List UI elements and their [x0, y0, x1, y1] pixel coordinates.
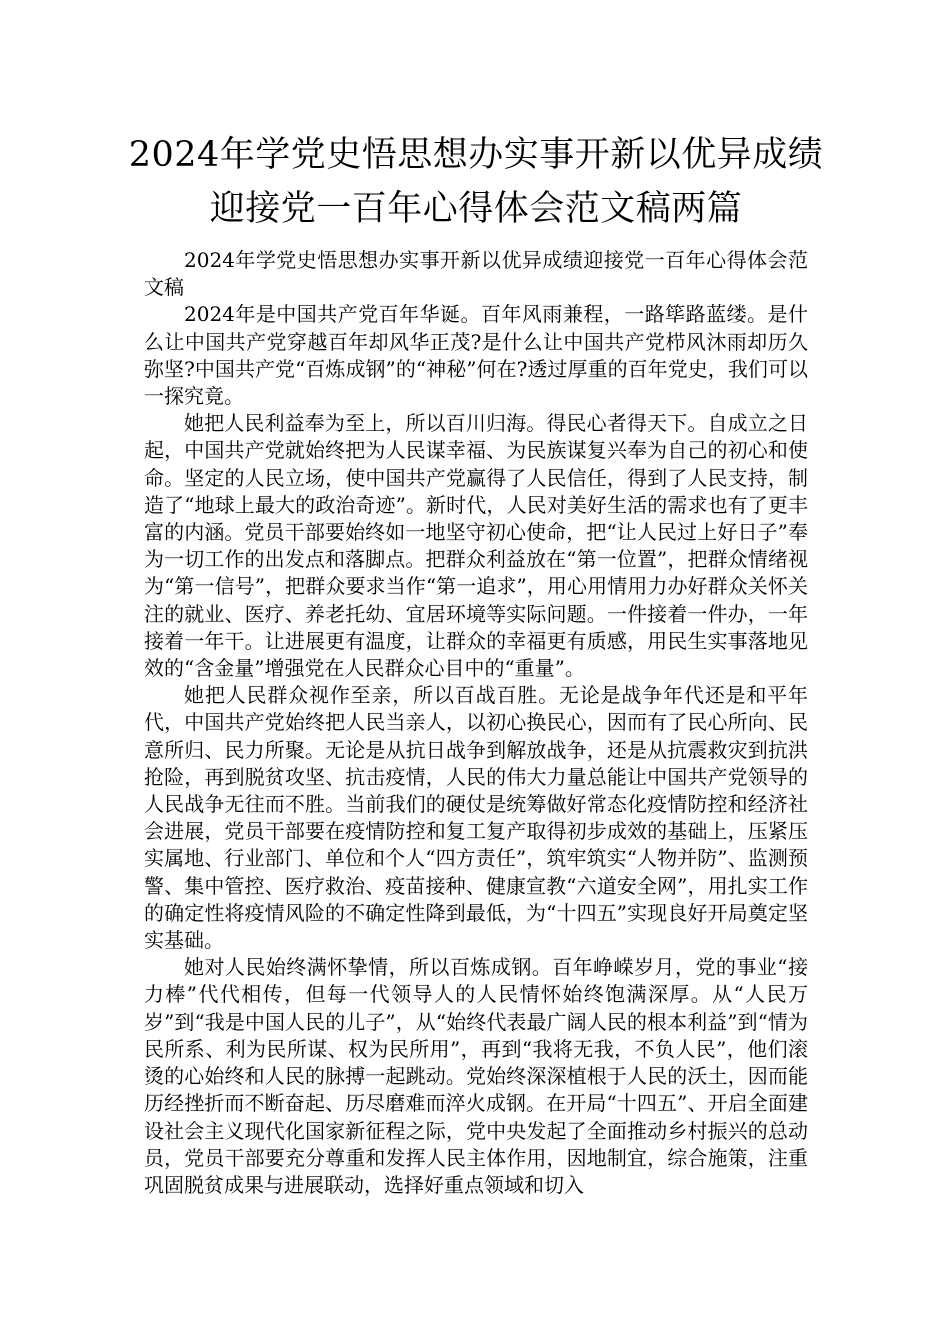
- paragraph: 她对人民始终满怀挚情，所以百炼成钢。百年峥嵘岁月，党的事业“接力棒”代代相传，但每一代领导人的人民情怀始终饱满深厚。从“人民万岁”到“我是中国人民的儿子”，从“始终代表最广阔人民的根本利益”到“情为民所系、利为民所谋、权为民所用”，再到“我将无我，不负人民”，他们滚烫的心始终和人民的脉搏一起跳动。党始终深深植根于人民的沃土，因而能历经挫折而不断奋起、历尽磨难而淬火成钢。在开局“十四五”、开启全面建设社会主义现代化国家新征程之际，党中央发起了全面推动乡村振兴的总动员，党员干部要充分尊重和发挥人民主体作用，因地制宜，综合施策，注重巩固脱贫成果与进展联动，选择好重点领域和切入: [144, 955, 808, 1197]
- paragraph-subtitle: 2024年学党史悟思想办实事开新以优异成绩迎接党一百年心得体会范文稿: [144, 248, 808, 300]
- paragraph: 她把人民群众视作至亲，所以百战百胜。无论是战争年代还是和平年代，中国共产党始终把人民当亲人，以初心换民心，因而有了民心所向、民意所归、民力所聚。无论是从抗日战争到解放战争，还是从抗震救灾到抗洪抢险，再到脱贫攻坚、抗击疫情，人民的伟大力量总能让中国共产党领导的人民战争无往而不胜。当前我们的硬仗是统筹做好常态化疫情防控和经济社会进展，党员干部要在疫情防控和复工复产取得初步成效的基础上，压紧压实属地、行业部门、单位和个人“四方责任”，筑牢筑实“人物并防”、监测预警、集中管控、医疗救治、疫苗接种、健康宣教“六道安全网”，用扎实工作的确定性将疫情风险的不确定性降到最低，为“十四五”实现良好开局奠定坚实基础。: [144, 683, 808, 953]
- paragraph: 2024年是中国共产党百年华诞。百年风雨兼程，一路筚路蓝缕。是什么让中国共产党穿越百年却风华正茂?是什么让中国共产党栉风沐雨却历久弥坚?中国共产党“百炼成钢”的“神秘”何在?透过厚重的百年党史，我们可以一探究竟。: [144, 302, 808, 409]
- paragraph: 她把人民利益奉为至上，所以百川归海。得民心者得天下。自成立之日起，中国共产党就始终把为人民谋幸福、为民族谋复兴奉为自己的初心和使命。坚定的人民立场，使中国共产党赢得了人民信任，得到了人民支持，制造了“地球上最大的政治奇迹”。新时代，人民对美好生活的需求也有了更丰富的内涵。党员干部要始终如一地坚守初心使命，把“让人民过上好日子”奉为一切工作的出发点和落脚点。把群众利益放在“第一位置”，把群众情绪视为“第一信号”，把群众要求当作“第一追求”，用心用情用力办好群众关怀关注的就业、医疗、养老托幼、宜居环境等实际问题。一件接着一件办，一年接着一年干。让进展更有温度，让群众的幸福更有质感，用民生实事落地见效的“含金量”增强党在人民群众心目中的“重量”。: [144, 411, 808, 681]
- document-title: 2024年学党史悟思想办实事开新以优异成绩迎接党一百年心得体会范文稿两篇: [128, 135, 824, 229]
- document-body: [144, 247, 808, 1199]
